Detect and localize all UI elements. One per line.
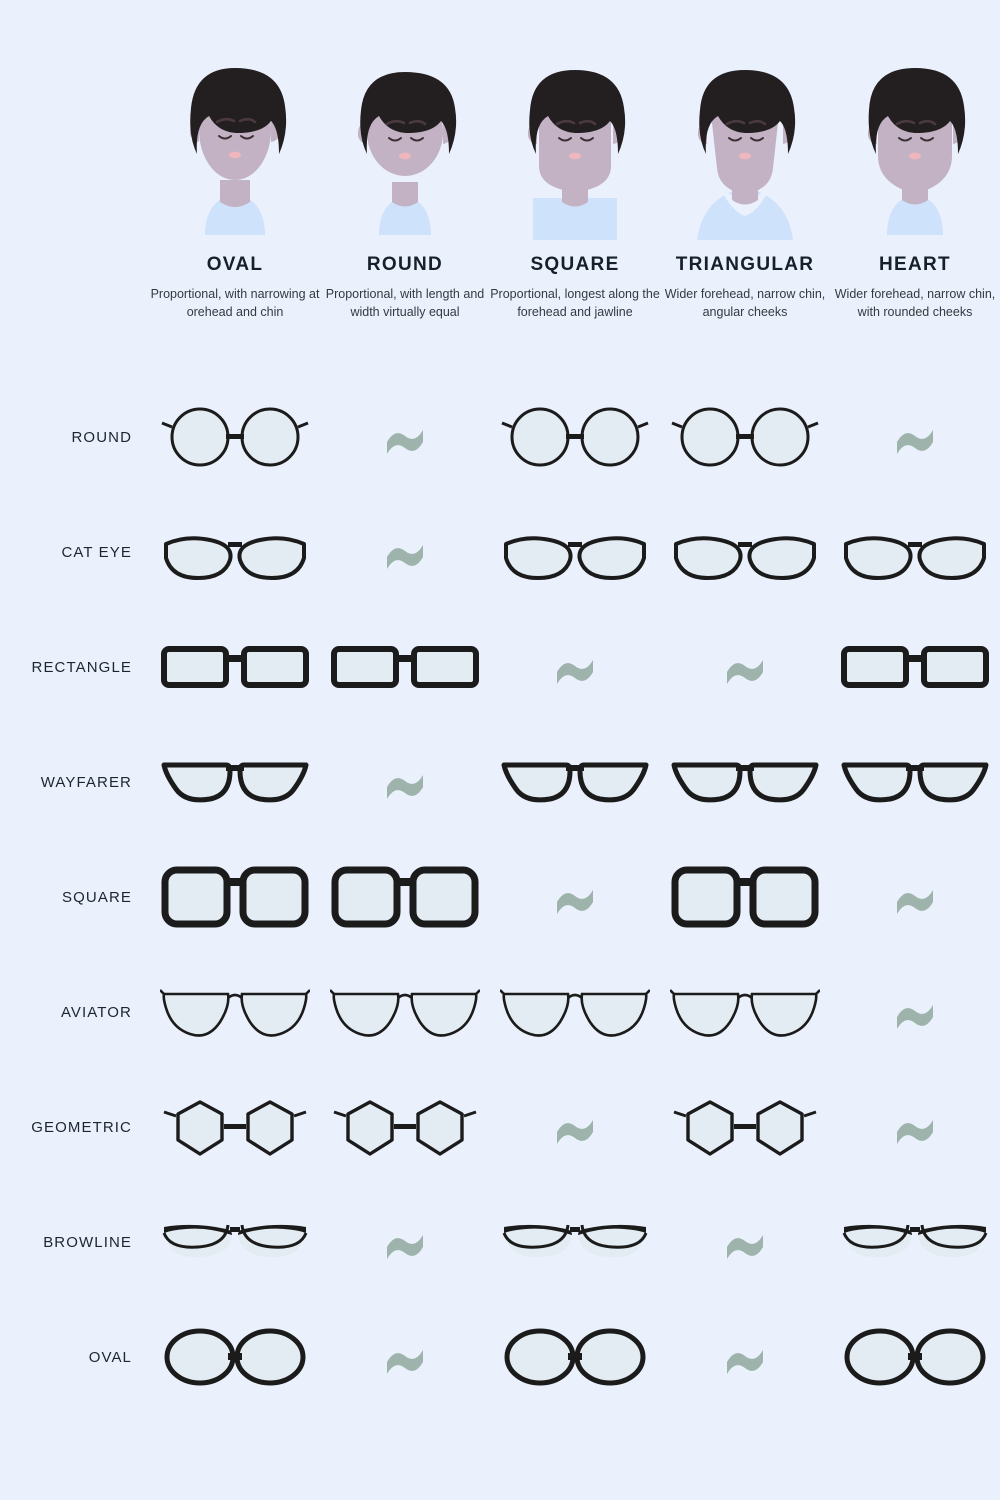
not-recommended-icon-browline-triangular (660, 1185, 830, 1300)
glasses-icon-round-square (490, 380, 660, 495)
matrix-row (0, 1185, 1000, 1300)
glasses-icon-aviator-round (320, 955, 490, 1070)
face-column-round (320, 50, 490, 370)
glasses-icon-cat-eye-triangular (660, 495, 830, 610)
not-recommended-icon-cat-eye-round (320, 495, 490, 610)
face-desc-triangular: Wider forehead, narrow chin, angular cheeks (664, 287, 826, 320)
glasses-icon-wayfarer-triangular (660, 725, 830, 840)
not-recommended-icon-round-heart (830, 380, 1000, 495)
face-column-triangular (660, 50, 830, 370)
glasses-icon-oval-heart (830, 1300, 1000, 1415)
not-recommended-icon-geometric-heart (830, 1070, 1000, 1185)
face-title-heart: HEART (879, 254, 951, 275)
glasses-icon-aviator-triangular (660, 955, 830, 1070)
glasses-icon-rectangle-oval (150, 610, 320, 725)
not-recommended-icon-square-heart (830, 840, 1000, 955)
face-illustration-square (505, 50, 645, 240)
matrix-row (0, 610, 1000, 725)
row-label-round: ROUND (71, 429, 132, 446)
glasses-icon-geometric-oval (150, 1070, 320, 1185)
matrix-row (0, 1070, 1000, 1185)
glasses-icon-rectangle-heart (830, 610, 1000, 725)
glasses-icon-square-oval (150, 840, 320, 955)
row-label-geometric: GEOMETRIC (31, 1119, 132, 1136)
glasses-icon-cat-eye-oval (150, 495, 320, 610)
glasses-icon-wayfarer-square (490, 725, 660, 840)
glasses-icon-geometric-round (320, 1070, 490, 1185)
glasses-icon-wayfarer-oval (150, 725, 320, 840)
glasses-icon-cat-eye-square (490, 495, 660, 610)
row-label-browline: BROWLINE (43, 1234, 132, 1251)
glasses-icon-square-round (320, 840, 490, 955)
matrix-row (0, 955, 1000, 1070)
row-label-oval: OVAL (88, 1349, 132, 1366)
matrix-row (0, 725, 1000, 840)
face-title-triangular: TRIANGULAR (675, 254, 815, 275)
row-label-wayfarer: WAYFARER (40, 774, 132, 791)
glasses-icon-round-oval (150, 380, 320, 495)
glasses-icon-browline-heart (830, 1185, 1000, 1300)
not-recommended-icon-rectangle-square (490, 610, 660, 725)
glasses-icon-oval-oval (150, 1300, 320, 1415)
face-illustration-triangular (675, 50, 815, 240)
glasses-icon-cat-eye-heart (830, 495, 1000, 610)
not-recommended-icon-square-square (490, 840, 660, 955)
face-column-heart (830, 50, 1000, 370)
not-recommended-icon-round-round (320, 380, 490, 495)
glasses-icon-round-triangular (660, 380, 830, 495)
face-desc-heart: Wider forehead, narrow chin, with rounded cheeks (834, 287, 996, 320)
not-recommended-icon-aviator-heart (830, 955, 1000, 1070)
glasses-icon-wayfarer-heart (830, 725, 1000, 840)
not-recommended-icon-browline-round (320, 1185, 490, 1300)
face-illustration-heart (845, 50, 985, 240)
row-label-square: SQUARE (62, 889, 132, 906)
glasses-icon-browline-oval (150, 1185, 320, 1300)
face-desc-oval: Proportional, with narrowing at orehead and chin (150, 287, 320, 320)
glasses-icon-oval-square (490, 1300, 660, 1415)
face-illustration-round (335, 50, 475, 240)
glasses-icon-browline-square (490, 1185, 660, 1300)
matrix-row (0, 495, 1000, 610)
not-recommended-icon-oval-round (320, 1300, 490, 1415)
face-title-oval: OVAL (206, 254, 264, 275)
header-spacer (0, 50, 150, 370)
glasses-icon-rectangle-round (320, 610, 490, 725)
face-desc-round: Proportional, with length and width virtually equal (325, 287, 485, 320)
recommendation-matrix (0, 380, 1000, 1415)
face-title-square: SQUARE (530, 254, 620, 275)
row-label-rectangle: RECTANGLE (31, 659, 132, 676)
glasses-icon-aviator-oval (150, 955, 320, 1070)
matrix-row (0, 1300, 1000, 1415)
face-column-square (490, 50, 660, 370)
not-recommended-icon-rectangle-triangular (660, 610, 830, 725)
matrix-row (0, 840, 1000, 955)
not-recommended-icon-wayfarer-round (320, 725, 490, 840)
face-column-oval (150, 50, 320, 370)
glasses-icon-geometric-triangular (660, 1070, 830, 1185)
glasses-icon-aviator-square (490, 955, 660, 1070)
face-shape-header-row (0, 50, 1000, 370)
row-label-aviator: AVIATOR (60, 1004, 132, 1021)
not-recommended-icon-geometric-square (490, 1070, 660, 1185)
matrix-row (0, 380, 1000, 495)
row-label-cat-eye: CAT EYE (61, 544, 132, 561)
face-illustration-oval (165, 50, 305, 240)
face-title-round: ROUND (366, 254, 444, 275)
not-recommended-icon-oval-triangular (660, 1300, 830, 1415)
face-desc-square: Proportional, longest along the forehead and jawline (490, 287, 660, 320)
glasses-icon-square-triangular (660, 840, 830, 955)
